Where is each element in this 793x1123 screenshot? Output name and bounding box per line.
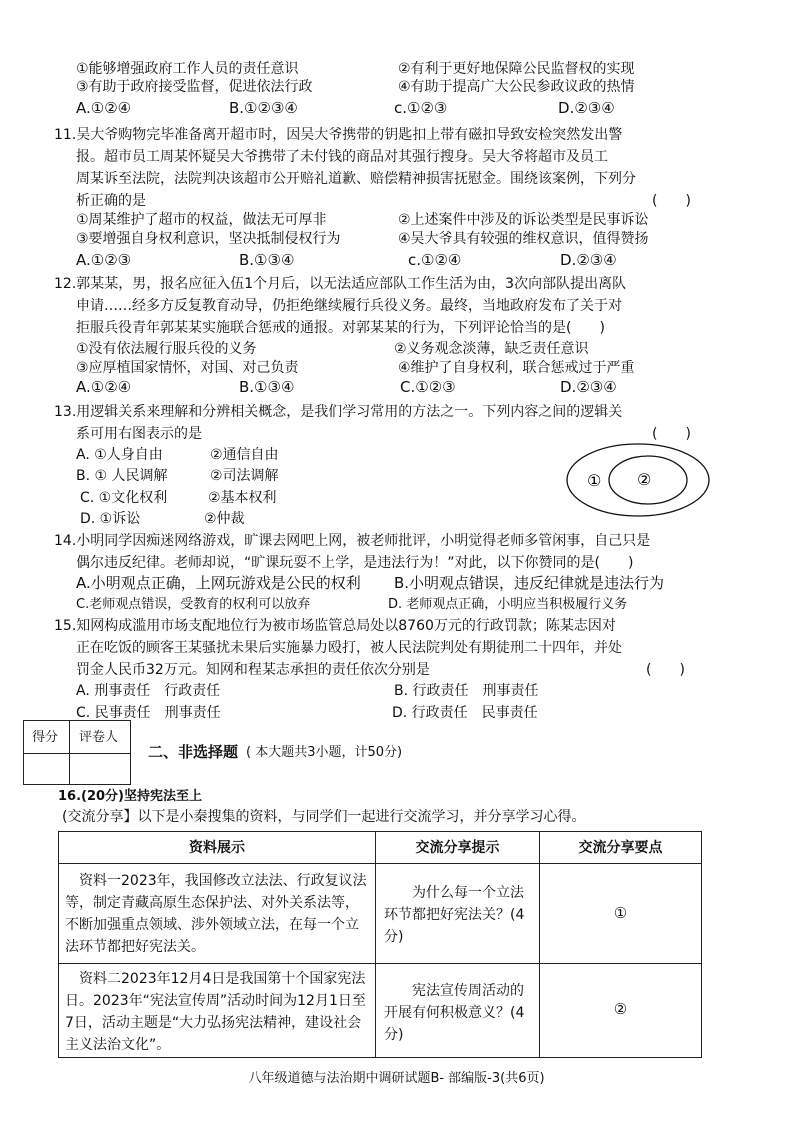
page-footer: 八年级道德与法治期中调研试题B- 部编版-3(共6页) [248, 1071, 545, 1086]
q13-line-1: 13.用逻辑关系来理解和分辨相关概念，是我们学习常用的方法之一。下列内容之间的逻辑关 [54, 404, 623, 420]
venn-label-inner: ② [637, 470, 652, 489]
q10-answer-c: c.①②③ [394, 99, 448, 117]
q12-option-1: ①没有依法履行服兵役的义务 [76, 341, 257, 357]
q13-option-d-1: D. ①诉讼 [80, 511, 141, 527]
q11-answer-paren: ( ) [652, 193, 691, 209]
q15-option-c: C. 民事责任 刑事责任 [76, 705, 221, 721]
q15-option-a: A. 刑事责任 行政责任 [76, 683, 221, 699]
q11-answer-c: c.①②④ [408, 251, 462, 269]
table-header-material: 资料展示 [58, 831, 376, 864]
score-box-value-cell-1 [23, 753, 70, 785]
q15-line-1: 15.知网构成滥用市场支配地位行为被市场监管总局处以8760万元的行政罚款；陈某志因对 [54, 618, 616, 634]
table-row-2-point: ② [539, 963, 702, 1058]
q15-line-2: 正在吃饭的顾客王某骚扰未果后实施暴力殴打，被人民法院判处有期徒刑二十四年，并处 [76, 640, 622, 656]
q12-line-1: 12.郭某某，男，报名应征入伍1个月后，以无法适应部队工作生活为由，3次向部队提出离队 [54, 276, 627, 292]
q11-line-3: 周某诉至法院，法院判决该超市公开赔礼道歉、赔偿精神损害抚慰金。围绕该案例，下列分 [76, 171, 636, 187]
q13-option-a-2: ②通信自由 [210, 447, 279, 463]
table-header-point: 交流分享要点 [539, 831, 702, 864]
q11-option-1: ①周某维护了超市的权益，做法无可厚非 [76, 212, 327, 228]
q10-answer-d: D.②③④ [558, 99, 615, 117]
q13-line-2: 系可用右图表示的是 [76, 426, 202, 442]
q12-option-3: ③应厚植国家情怀，对国、对己负责 [76, 360, 299, 376]
q10-option-4: ④有助于提高广大公民参政议政的热情 [398, 79, 635, 95]
q11-line-4: 析正确的是 [76, 193, 146, 209]
q12-option-2: ②义务观念淡薄，缺乏责任意识 [394, 341, 589, 357]
q15-answer-paren: ( ) [646, 662, 685, 678]
table-header-hint: 交流分享提示 [375, 831, 540, 864]
q10-answer-b: B.①②③④ [229, 99, 298, 117]
q13-option-b-1: B. ① 人民调解 [76, 468, 168, 484]
q12-option-4: ④维护了自身权利，联合惩戒过于严重 [398, 360, 635, 376]
section-2-title: 二、非选择题 [148, 743, 239, 761]
table-row-2-material: 资料二2023年12月4日是我国第十个国家宪法日。2023年“宪法宣传周”活动时间为12月1日至7日，活动主题是“大力弘扬宪法精神，建设社会主义法治文化”。 [58, 963, 376, 1058]
q10-answer-a: A.①②④ [76, 99, 132, 117]
score-box-value-cell-2 [69, 753, 131, 785]
score-label: 得分 [32, 730, 59, 745]
q15-option-d: D. 行政责任 民事责任 [392, 705, 538, 721]
q12-answer-c: C.①②③ [400, 378, 456, 396]
q13-option-a-1: A. ①人身自由 [76, 447, 163, 463]
q11-answer-d: D.②③④ [560, 251, 617, 269]
table-row-2-hint: 宪法宣传周活动的开展有何积极意义？(4分) [375, 963, 540, 1058]
q10-option-3: ③有助于政府接受监督，促进依法行政 [76, 79, 313, 95]
q16-title: 16.(20分)坚持宪法至上 [58, 789, 203, 804]
q11-option-4: ④吴大爷具有较强的维权意识，值得赞扬 [398, 231, 649, 247]
venn-diagram [565, 442, 711, 518]
q14-line-1: 14.小明同学因痴迷网络游戏，旷课去网吧上网，被老师批评，小明觉得老师多管闲事，自己只是 [54, 533, 651, 549]
q11-option-2: ②上述案件中涉及的诉讼类型是民事诉讼 [398, 212, 649, 228]
q11-answer-b: B.①③④ [239, 251, 295, 269]
grader-label: 评卷人 [79, 730, 119, 745]
q12-answer-a: A.①②④ [76, 378, 132, 396]
q12-line-3: 拒服兵役青年郭某某实施联合惩戒的通报。对郭某某的行为，下列评论恰当的是( ) [76, 320, 605, 336]
table-row-1-point: ① [539, 863, 702, 964]
q10-option-1: ①能够增强政府工作人员的责任意识 [76, 61, 299, 77]
q14-option-a: A.小明观点正确，上网玩游戏是公民的权利 [76, 574, 361, 592]
venn-label-outer: ① [587, 471, 602, 490]
q12-answer-d: D.②③④ [560, 378, 617, 396]
q15-line-3: 罚金人民币32万元。知网和程某志承担的责任依次分别是 [76, 662, 430, 678]
table-row-1-hint: 为什么每一个立法环节都把好宪法关？(4分) [375, 863, 540, 964]
q11-line-1: 11.吴大爷购物完毕准备离开超市时，因吴大爷携带的钥匙扣上带有磁扣导致安检突然发出警 [54, 127, 623, 143]
q11-line-2: 报。超市员工周某怀疑吴大爷携带了未付钱的商品对其强行搜身。吴大爷将超市及员工 [76, 149, 608, 165]
table-row-1-material: 资料一2023年，我国修改立法法、行政复议法等，制定青藏高原生态保护法、对外关系法等，不断加强重点领域、涉外领域立法，在每一个立法环节都把好宪法关。 [58, 863, 376, 964]
q14-option-c: C.老师观点错误，受教育的权利可以放弃 [76, 597, 311, 612]
q10-option-2: ②有利于更好地保障公民监督权的实现 [398, 61, 635, 77]
q13-option-b-2: ②司法调解 [210, 468, 279, 484]
section-2-note: ( 本大题共3小题，计50分) [246, 745, 403, 760]
q13-option-c-1: C. ①文化权利 [80, 490, 168, 506]
q14-option-b: B.小明观点错误，违反纪律就是违法行为 [394, 574, 665, 592]
q11-option-3: ③要增强自身权利意识，坚决抵制侵权行为 [76, 231, 341, 247]
q15-option-b: B. 行政责任 刑事责任 [394, 683, 539, 699]
q14-option-d: D. 老师观点正确，小明应当积极履行义务 [388, 597, 628, 612]
q13-option-d-2: ②仲裁 [204, 511, 245, 527]
score-box-header-cell-2 [69, 720, 131, 754]
q13-answer-paren: ( ) [652, 426, 691, 442]
q12-line-2: 申请……经多方反复教育动导，仍拒绝继续履行兵役义务。最终，当地政府发布了关于对 [76, 298, 622, 314]
q14-line-2: 偶尔违反纪律。老师却说，“旷课玩耍不上学，是违法行为！”对此，以下你赞同的是( ) [76, 555, 634, 571]
q12-answer-b: B.①③④ [239, 378, 295, 396]
q11-answer-a: A.①②③ [76, 251, 132, 269]
q13-option-c-2: ②基本权利 [208, 490, 277, 506]
score-box-header-cell-1 [23, 720, 70, 754]
q16-intro: (交流分享】以下是小秦搜集的资料，与同学们一起进行交流学习，并分享学习心得。 [62, 809, 586, 825]
